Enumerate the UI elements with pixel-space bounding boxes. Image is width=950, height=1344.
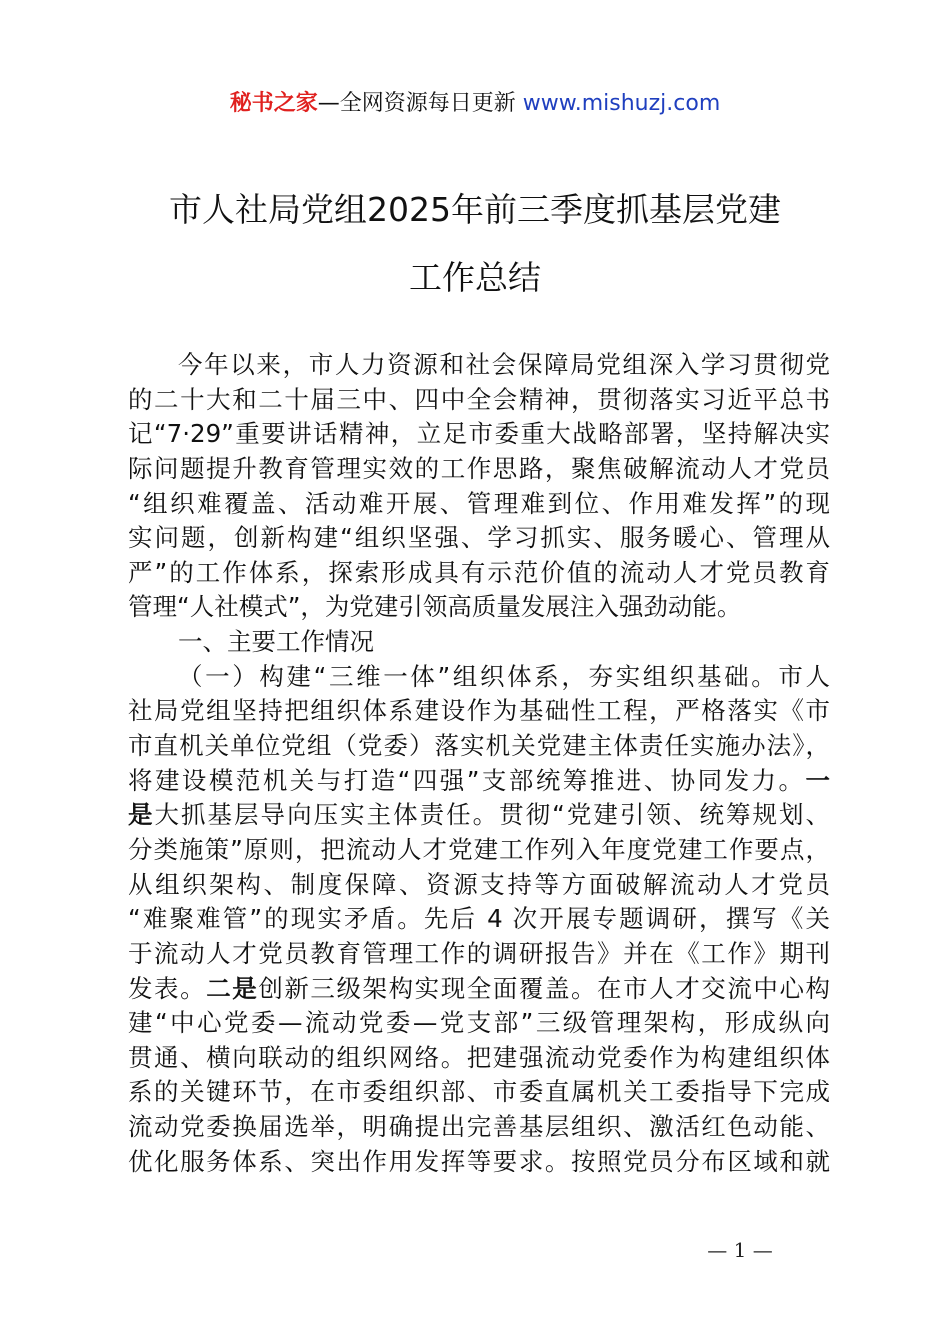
paragraph-line bbox=[128, 1006, 830, 1041]
paragraph-line bbox=[128, 660, 830, 695]
paragraph-line bbox=[128, 729, 830, 764]
document-body bbox=[128, 348, 830, 1179]
text-run: 发表。 bbox=[128, 973, 207, 1003]
paragraph-line bbox=[128, 972, 830, 1007]
text-run: “难聚难管”的现实矛盾。先后 4 次开展专题调研，撰写《关 bbox=[128, 904, 830, 934]
site-url-link[interactable]: www.mishuzj.com bbox=[522, 91, 721, 116]
text-run: 管理“人社模式”，为党建引领高质量发展注入强劲动能。 bbox=[128, 592, 742, 622]
text-run: 贯通、横向联动的组织网络。把建强流动党委作为构建组织体 bbox=[128, 1042, 830, 1072]
document-title-line-2: 工作总结 bbox=[409, 258, 541, 297]
text-run: 优化服务体系、突出作用发挥等要求。按照党员分布区域和就 bbox=[128, 1146, 830, 1176]
text-run: 分类施策”原则，把流动人才党建工作列入年度党建工作要点， bbox=[128, 834, 830, 864]
text-run: 大抓基层导向压实主体责任。贯彻“党建引领、统筹规划、 bbox=[154, 800, 830, 830]
section-heading bbox=[128, 625, 830, 660]
text-run: 际问题提升教育管理实效的工作思路，聚焦破解流动人才党员 bbox=[128, 453, 830, 483]
site-watermark-header bbox=[0, 88, 950, 120]
paragraph-line bbox=[128, 1145, 830, 1180]
paragraph-line bbox=[128, 764, 830, 799]
bold-emphasis: 是 bbox=[128, 800, 155, 830]
text-run: 的二十大和二十届三中、四中全会精神，贯彻落实习近平总书 bbox=[128, 384, 830, 414]
text-run: （一）构建“三维一体”组织体系，夯实组织基础。市人 bbox=[178, 661, 830, 691]
paragraph-line bbox=[128, 590, 830, 625]
paragraph-line bbox=[128, 417, 830, 452]
text-run: 系的关键环节，在市委组织部、市委直属机关工委指导下完成 bbox=[128, 1077, 830, 1107]
bold-emphasis: 二是 bbox=[206, 973, 259, 1003]
text-run: 建“中心党委—流动党委—党支部”三级管理架构，形成纵向 bbox=[128, 1008, 830, 1038]
paragraph-line bbox=[128, 556, 830, 591]
paragraph-line bbox=[128, 1110, 830, 1145]
text-run: 今年以来，市人力资源和社会保障局党组深入学习贯彻党 bbox=[178, 350, 830, 379]
paragraph-line bbox=[128, 694, 830, 729]
text-run: 严”的工作体系，探索形成具有示范价值的流动人才党员教育 bbox=[128, 557, 830, 587]
brand-name: 秘书之家 bbox=[229, 91, 318, 116]
header-tagline: —全网资源每日更新 bbox=[317, 91, 523, 116]
paragraph-line bbox=[128, 452, 830, 487]
paragraph-line bbox=[128, 383, 830, 418]
text-run: 记“7·29”重要讲话精神，立足市委重大战略部署，坚持解决实 bbox=[128, 419, 830, 449]
text-run: 一、主要工作情况 bbox=[178, 627, 374, 657]
document-title-line-1: 市人社局党组2025年前三季度抓基层党建 bbox=[169, 190, 781, 229]
paragraph-line bbox=[128, 833, 830, 868]
paragraph-line bbox=[128, 868, 830, 903]
paragraph-line bbox=[128, 902, 830, 937]
text-run: 流动党委换届选举，明确提出完善基层组织、激活红色动能、 bbox=[128, 1112, 830, 1142]
text-run: “组织难覆盖、活动难开展、管理难到位、作用难发挥”的现 bbox=[128, 488, 830, 518]
text-run: 市直机关单位党组（党委）落实机关党建主体责任实施办法》， bbox=[128, 731, 830, 761]
text-run: 实问题，创新构建“组织坚强、学习抓实、服务暖心、管理从 bbox=[128, 523, 830, 553]
paragraph-line bbox=[128, 1075, 830, 1110]
paragraph-line bbox=[128, 1041, 830, 1076]
bold-emphasis: 一 bbox=[805, 765, 830, 795]
text-run: 社局党组坚持把组织体系建设作为基础性工程，严格落实《市 bbox=[128, 696, 830, 726]
paragraph-line bbox=[128, 521, 830, 556]
text-run: 从组织架构、制度保障、资源支持等方面破解流动人才党员 bbox=[128, 869, 830, 899]
paragraph-line bbox=[128, 487, 830, 522]
text-run: 将建设模范机关与打造“四强”支部统筹推进、协同发力。 bbox=[128, 765, 806, 795]
paragraph-line bbox=[128, 348, 830, 383]
paragraph-line bbox=[128, 798, 830, 833]
text-run: 创新三级架构实现全面覆盖。在市人才交流中心构 bbox=[258, 973, 831, 1003]
page-number: — 1 — bbox=[707, 1238, 773, 1262]
paragraph-line bbox=[128, 937, 830, 972]
text-run: 于流动人才党员教育管理工作的调研报告》并在《工作》期刊 bbox=[128, 938, 830, 968]
